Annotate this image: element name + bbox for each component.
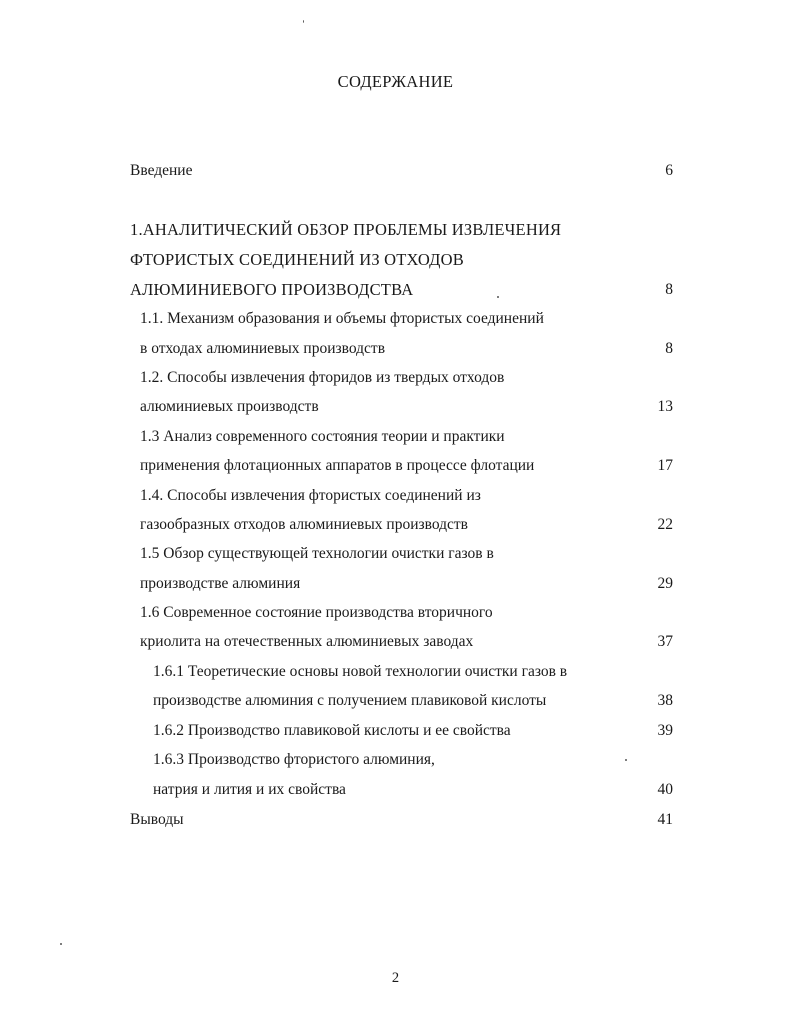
toc-entry-text-line1: 1.3 Анализ современного состояния теории и практики <box>140 428 505 445</box>
toc-entry-text-line3: АЛЮМИНИЕВОГО ПРОИЗВОДСТВА <box>130 280 414 299</box>
toc-entry-page: 41 <box>657 811 673 828</box>
toc-entry-page: 6 <box>665 162 673 179</box>
scan-speck <box>497 296 499 298</box>
toc-entry-page: 38 <box>657 692 673 709</box>
toc-entry-text-line1: 1.6.3 Производство фтористого алюминия, <box>153 751 435 768</box>
toc-entry-text-line2: натрия и лития и их свойства <box>153 781 346 798</box>
toc-entry-page: 40 <box>657 781 673 798</box>
scan-speck <box>303 20 304 23</box>
scan-speck <box>60 943 62 945</box>
toc-entry-text-line1: 1.АНАЛИТИЧЕСКИЙ ОБЗОР ПРОБЛЕМЫ ИЗВЛЕЧЕНИЯ <box>130 220 562 239</box>
toc-entry-text: Выводы <box>130 811 184 828</box>
toc-entry-text-line2: производстве алюминия с получением плавиковой кислоты <box>153 692 547 709</box>
toc-entry-text-line1: 1.6.1 Теоретические основы новой технологии очистки газов в <box>153 663 568 680</box>
toc-entry-text-line1: 1.6 Современное состояние производства вторичного <box>140 604 493 621</box>
toc-entry-text-line2: в отходах алюминиевых производств <box>140 340 386 357</box>
scan-speck <box>625 759 627 761</box>
toc-entry-text: 1.6.2 Производство плавиковой кислоты и ее свойства <box>153 722 511 739</box>
toc-entry-page: 29 <box>657 575 673 592</box>
toc-entry-page: 39 <box>657 722 673 739</box>
toc-entry-page: 8 <box>665 281 673 298</box>
page-title: СОДЕРЖАНИЕ <box>337 72 454 91</box>
toc-entry-page: 17 <box>657 457 673 474</box>
toc-entry-page: 22 <box>657 516 673 533</box>
toc-entry-page: 8 <box>665 340 673 357</box>
toc-entry-text-line2: криолита на отечественных алюминиевых заводах <box>140 633 474 650</box>
toc-entry-page: 37 <box>657 633 673 650</box>
toc-entry-text-line1: 1.4. Способы извлечения фтористых соединений из <box>140 487 481 504</box>
toc-entry-text-line2: газообразных отходов алюминиевых производств <box>140 516 468 533</box>
toc-entry-text-line2: производстве алюминия <box>140 575 301 592</box>
toc-entry-page: 13 <box>657 398 673 415</box>
toc-entry-text: Введение <box>130 162 193 179</box>
toc-entry-text-line1: 1.2. Способы извлечения фторидов из твердых отходов <box>140 369 505 386</box>
toc-entry-text-line2: алюминиевых производств <box>140 398 319 415</box>
toc-entry-text-line1: 1.1. Механизм образования и объемы фтористых соединений <box>140 310 544 327</box>
toc-entry-text-line1: 1.5 Обзор существующей технологии очистки газов в <box>140 545 494 562</box>
toc-entry-text-line2: ФТОРИСТЫХ СОЕДИНЕНИЙ ИЗ ОТХОДОВ <box>130 250 464 269</box>
toc-entry-text-line2: применения флотационных аппаратов в процессе флотации <box>140 457 535 474</box>
page-number: 2 <box>391 970 400 986</box>
